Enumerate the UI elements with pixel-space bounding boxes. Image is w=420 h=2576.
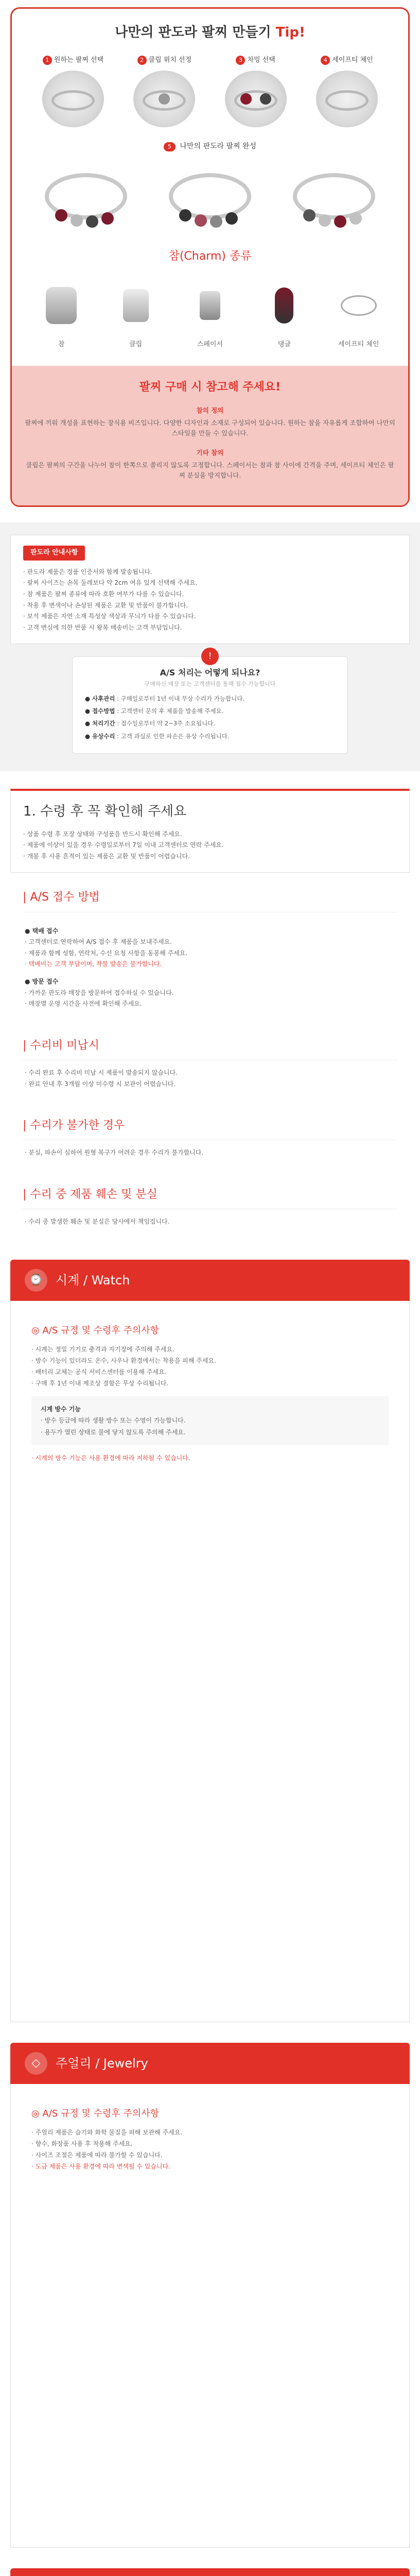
tip-paragraph [24,405,396,438]
charm-image [225,71,287,127]
notice-item: · 고객 변심에 의한 반품 시 왕복 배송비는 고객 부담입니다. [23,623,182,631]
section-line: · 매장별 운영 시간을 사전에 확인해 주세요. [25,1000,142,1008]
category-line: · 구매 후 1년 이내 제조상 결함은 무상 수리됩니다. [31,1380,169,1387]
tip-paragraph-head: 참의 정의 [196,406,224,414]
spacer-type-image [182,275,238,336]
charm-type-label: 세이프티 체인 [338,340,379,348]
pin-icon: ! [201,648,219,665]
tip-paragraph-head: 기타 참의 [196,448,224,456]
category-line: · 사이즈 조절은 제품에 따라 불가할 수 있습니다. [31,2151,163,2159]
category-header-watch [10,1260,410,1301]
result-label: 나만의 판도라 팔찌 완성 [180,142,257,151]
watch-icon: ⌚ [25,1269,47,1292]
charm-type-label: 클립 [129,340,143,348]
category-title: 시계 / Watch [56,1273,130,1287]
notice-box [10,535,410,644]
tip-title-text: 나만의 판도라 팔찌 만들기 [115,25,271,40]
charm-type-label: 스페이서 [197,340,223,348]
finished-bracelets [24,158,396,235]
main-intro-line: · 제품에 이상이 있을 경우 수령일로부터 7일 이내 고객센터로 연락 주세요. [23,841,224,849]
notice-band [0,522,420,771]
category-body-watch [10,1301,410,2022]
section-line: · 택배비는 고객 부담이며, 착불 발송은 불가합니다. [25,960,162,968]
notice-item: · 판도라 제품은 정품 인증서와 함께 발송됩니다. [23,568,152,575]
category-box [31,1396,389,1445]
as-card-subtitle: 구매하신 매장 또는 고객센터를 통해 접수 가능합니다 [144,680,276,687]
finished-bracelet-image [34,158,137,235]
section-heading: ● 방문 접수 [25,978,59,985]
category-box-line: · 용두가 열린 상태로 물에 닿지 않도록 주의해 주세요. [41,1428,186,1436]
section-line: · 수리 완료 후 수리비 미납 시 제품이 발송되지 않습니다. [25,1069,178,1076]
section-line: · 고객센터로 연락하여 A/S 접수 후 제품을 보내주세요. [25,938,172,946]
tip-step [303,55,391,128]
notice-head: 판도라 안내사항 [23,546,85,561]
category-line: · 시계는 정밀 기기로 충격과 자기장에 주의해 주세요. [31,1345,174,1353]
safety-chain-type-image [330,275,387,336]
step-label: 원하는 팔찌 선택 [54,56,104,64]
category-subhead: ◎ A/S 규정 및 수령후 주의사항 [31,2108,159,2119]
category-warning: · 시계의 방수 기능은 사용 환경에 따라 저하될 수 있습니다. [31,1454,190,1462]
charm-types-images [24,275,396,336]
bracelet-image [42,71,104,127]
clip-type-image [108,275,164,336]
section-line: · 완료 안내 후 3개월 이상 미수령 시 보관이 어렵습니다. [25,1080,176,1088]
section-title: | 수리가 불가한 경우 [23,1105,397,1140]
category-header-etc [10,2568,410,2576]
main-intro-line: · 상품 수령 후 포장 상태와 구성품을 반드시 확인해 주세요. [23,830,182,838]
category-warning: · 도금 제품은 사용 환경에 따라 변색될 수 있습니다. [31,2163,170,2171]
section-title: | A/S 접수 방법 [23,877,397,912]
jewelry-icon: ◇ [25,2052,47,2075]
category-header-jewelry [10,2043,410,2084]
tip-step [120,55,208,128]
section-title: | 수리비 미납시 [23,1025,397,1060]
dangle-type-image [256,275,312,336]
category-title: 주얼리 / Jewelry [56,2056,148,2071]
category-line: · 방수 기능이 있더라도 온수, 사우나 환경에서는 착용을 피해 주세요. [31,1357,216,1364]
unpaid-section [10,1021,410,1101]
tip-paragraph-body: 팔찌에 끼워 개성을 표현하는 장식용 비즈입니다. 다양한 디자인과 소재로 구성되어 있습니다. 원하는 참을 자유롭게 조합하여 나만의 스타일을 만들 수 있습니다. [25,418,395,437]
section-heading: ● 택배 접수 [25,927,59,935]
notice-item: · 보석 제품은 자연 소재 특성상 색상과 무늬가 다를 수 있습니다. [23,613,196,620]
charm-section-title: 참(Charm) 종류 [168,249,252,263]
category-line: · 향수, 화장품 사용 후 착용해 주세요. [31,2140,133,2147]
charm-types-labels [24,340,396,350]
as-list [85,694,335,741]
purchase-notes-title: 팔찌 구매 시 참고해 주세요! [139,380,281,394]
safety-chain-image [316,71,378,127]
as-info-card [72,651,348,754]
step-label: 차밍 선택 [247,56,275,64]
as-list-item: ● 유상수리 : 고객 과실로 인한 파손은 유상 수리됩니다. [85,732,230,740]
tip-step [29,55,117,128]
section-title: | 수리 중 제품 훼손 및 분실 [23,1174,397,1209]
result-badge: 5 [164,142,176,151]
as-list-item: ● 사후관리 : 구매일로부터 1년 이내 무상 수리가 가능합니다. [85,694,244,702]
category-box-head: 시계 방수 기능 [41,1405,81,1413]
charm-type-image [33,275,90,336]
step-label: 세이프티 체인 [332,56,373,64]
charm-type-label: 참 [58,340,65,348]
step-number: 1 [43,56,52,65]
as-list-item: ● 접수방법 : 고객센터 문의 후 제품을 발송해 주세요. [85,707,224,715]
tip-paragraph-body: 클립은 팔찌의 구간을 나누어 참이 한쪽으로 쏠리지 않도록 고정합니다. 스페이서는 참과 참 사이에 간격을 주며, 세이프티 체인은 팔찌 분실을 방지합니다. [26,461,394,479]
category-box-line: · 방수 등급에 따라 생활 방수 또는 수영이 가능합니다. [41,1417,186,1425]
category-line: · 주얼리 제품은 습기와 화학 물질을 피해 보관해 주세요. [31,2128,183,2136]
finished-bracelet-image [159,158,261,235]
charm-type-label: 댕글 [277,340,291,348]
tip-steps [29,55,391,128]
step-number: 2 [137,56,147,65]
as-card-title: A/S 처리는 어떻게 되나요? [160,668,260,678]
section-line: · 가까운 판도라 매장을 방문하여 접수하실 수 있습니다. [25,989,174,996]
notice-item: · 팔찌 사이즈는 손목 둘레보다 약 2cm 여유 있게 선택해 주세요. [23,579,198,587]
notice-item: · 착용 후 변색이나 손상된 제품은 교환 및 반품이 불가합니다. [23,601,188,609]
tip-title [24,22,396,44]
category-body-jewelry [10,2084,410,2548]
step-number: 4 [321,56,330,65]
section-line: · 분실, 파손이 심하여 원형 복구가 어려운 경우 수리가 불가합니다. [25,1149,204,1157]
tip-title-accent: Tip! [275,25,305,40]
section-line: · 수리 중 발생한 훼손 및 분실은 당사에서 책임집니다. [25,1218,170,1226]
category-subhead: ◎ A/S 규정 및 수령후 주의사항 [31,1325,159,1336]
main-title-text: 1. 수령 후 꼭 확인해 주세요 [23,804,187,820]
unrepairable-section [10,1101,410,1170]
finished-bracelet-image [283,158,386,235]
as-method-section [10,873,410,1021]
damage-section [10,1170,410,1239]
section-line: · 제품과 함께 성함, 연락처, 수선 요청 사항을 동봉해 주세요. [25,949,188,957]
category-line: · 배터리 교체는 공식 서비스센터를 이용해 주세요. [31,1368,167,1376]
clip-image [133,71,195,127]
tip-step [212,55,300,128]
step-number: 3 [236,56,245,65]
tip-paragraph [24,448,396,481]
main-section-title [10,789,410,873]
tip-purchase-notes [12,366,408,505]
step-label: 클립 위치 선정 [148,56,192,64]
main-intro-line: · 개봉 후 사용 흔적이 있는 제품은 교환 및 반품이 어렵습니다. [23,852,190,860]
as-list-item: ● 처리기간 : 접수일로부터 약 2~3주 소요됩니다. [85,720,215,727]
bracelet-tip-box [10,7,410,507]
notice-item: · 참 제품은 팔찌 종류에 따라 호환 여부가 다를 수 있습니다. [23,590,184,598]
